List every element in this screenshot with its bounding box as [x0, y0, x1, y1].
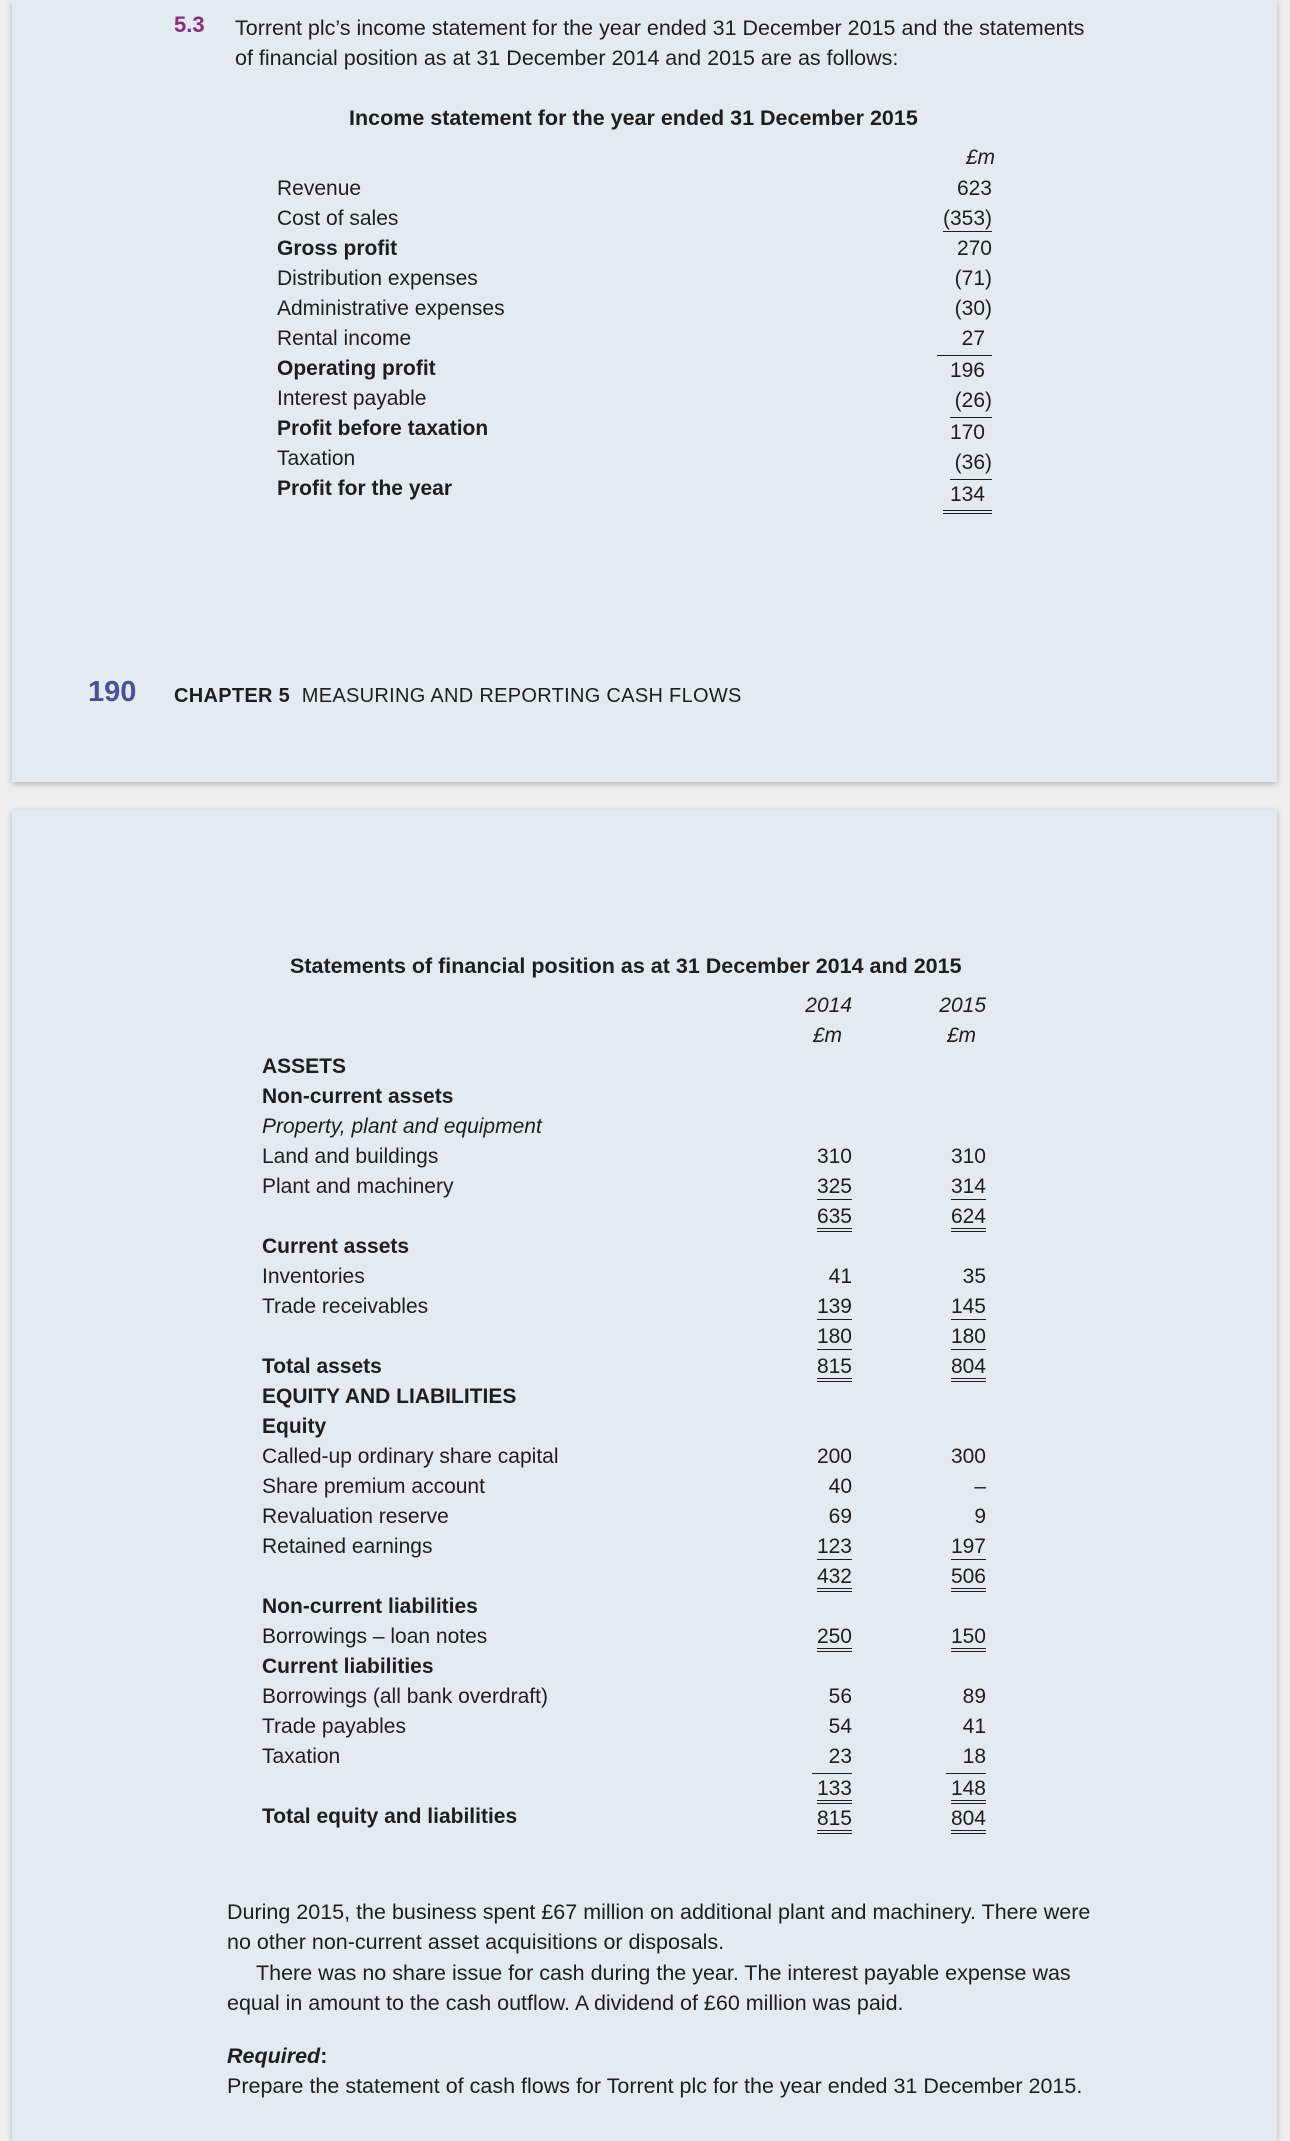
required-colon: :: [320, 2044, 328, 2068]
col-unit-2015: £m: [946, 1024, 976, 1047]
is-value-gross-profit: 270: [956, 237, 992, 260]
fp-2014-cl-total: 133: [817, 1777, 852, 1804]
is-value-profit-year: 134: [943, 480, 992, 514]
fp-label-plant: Plant and machinery: [262, 1175, 454, 1198]
is-label-admin: Administrative expenses: [277, 297, 505, 320]
required-text: Prepare the statement of cash flows for Torrent plc for the year ended 31 December 2015.: [227, 2074, 1083, 2098]
fp-2014-land: 310: [816, 1145, 852, 1168]
fp-label-overdraft: Borrowings (all bank overdraft): [262, 1685, 548, 1708]
page-bottom: [12, 810, 1277, 2141]
fp-2014-trade-payables: 54: [828, 1715, 852, 1738]
fp-2015-ca-total: 180: [950, 1325, 986, 1348]
fp-2014-ca-total: 180: [816, 1325, 852, 1348]
fp-2014-loan-notes: 250: [817, 1625, 852, 1652]
fp-label-ppe: Property, plant and equipment: [262, 1115, 542, 1138]
is-label-gross-profit: Gross profit: [277, 237, 398, 260]
fp-col-2014: [788, 1052, 852, 1834]
financial-position-title: Statements of financial position as at 31 December 2014 and 2015: [290, 954, 962, 978]
fp-label-loan-notes: Borrowings – loan notes: [262, 1625, 488, 1648]
fp-2015-loan-notes: 150: [951, 1625, 986, 1652]
fp-label-trade-receivables: Trade receivables: [262, 1295, 429, 1318]
page-number: 190: [88, 676, 137, 708]
notes-para1-line2: no other non-current asset acquisitions or disposals.: [227, 1930, 725, 1954]
is-label-operating-profit: Operating profit: [277, 357, 436, 380]
is-label-taxation: Taxation: [277, 447, 356, 470]
fp-2014-share-premium: 40: [828, 1475, 852, 1498]
fp-label-equity: Equity: [262, 1415, 327, 1438]
is-label-rental: Rental income: [277, 327, 412, 350]
is-value-revenue: 623: [956, 177, 992, 200]
fp-label-current-assets: Current assets: [262, 1235, 410, 1258]
fp-2014-total-assets: 815: [817, 1355, 852, 1382]
fp-label-blank-1: [262, 1202, 559, 1232]
fp-2015-revaluation: 9: [974, 1505, 986, 1528]
is-label-profit-year: Profit for the year: [277, 477, 453, 500]
fp-2015-retained: 197: [950, 1535, 986, 1558]
fp-label-blank-3: [262, 1562, 559, 1592]
fp-2015-taxation: 18: [946, 1742, 986, 1774]
fp-2015-total-assets: 804: [951, 1355, 986, 1382]
col-unit-2014: £m: [812, 1024, 842, 1047]
fp-label-revaluation: Revaluation reserve: [262, 1505, 449, 1528]
fp-label-equity-liabilities: EQUITY AND LIABILITIES: [262, 1385, 517, 1408]
fp-2015-receivables: 145: [950, 1295, 986, 1318]
is-value-distribution: (71): [954, 267, 992, 290]
is-label-cost-of-sales: Cost of sales: [277, 207, 399, 230]
fp-label-non-current-assets: Non-current assets: [262, 1085, 454, 1108]
fp-2014-plant: 325: [816, 1175, 852, 1198]
fp-2015-share-capital: 300: [950, 1445, 986, 1468]
fp-label-share-capital: Called-up ordinary share capital: [262, 1445, 559, 1468]
fp-2015-nca-total: 624: [951, 1205, 986, 1232]
fp-2015-plant: 314: [950, 1175, 986, 1198]
is-value-pbt: 170: [949, 421, 985, 444]
fp-label-land: Land and buildings: [262, 1145, 439, 1168]
notes-para2-line1: There was no share issue for cash during the year. The interest payable expense was: [256, 1961, 1071, 1985]
is-value-cost-of-sales: (353): [942, 207, 992, 230]
fp-2014-overdraft: 56: [828, 1685, 852, 1708]
income-statement-title: Income statement for the year ended 31 December 2015: [349, 106, 918, 130]
fp-2014-equity-total: 432: [817, 1565, 852, 1592]
col-year-2014: 2014: [805, 994, 852, 1017]
fp-label-taxation: Taxation: [262, 1745, 341, 1768]
page-top: [12, 0, 1277, 782]
is-value-operating-profit: 196: [949, 359, 985, 382]
fp-labels: [262, 1052, 559, 1832]
required-label: Required: [227, 2044, 321, 2068]
fp-2014-share-capital: 200: [816, 1445, 852, 1468]
is-label-pbt: Profit before taxation: [277, 417, 489, 440]
chapter-heading: [174, 685, 742, 708]
fp-2014-inventories: 41: [828, 1265, 852, 1288]
income-statement-unit: £m: [965, 146, 995, 169]
fp-2014-revaluation: 69: [828, 1505, 852, 1528]
fp-2014-retained: 123: [816, 1535, 852, 1558]
is-value-taxation: (36): [950, 448, 992, 480]
fp-label-blank-2: [262, 1322, 559, 1352]
fp-2015-total-el: 804: [951, 1807, 986, 1834]
exercise-number: 5.3: [174, 12, 205, 37]
is-label-interest: Interest payable: [277, 387, 427, 410]
fp-label-current-liabilities: Current liabilities: [262, 1655, 434, 1678]
fp-2015-land: 310: [950, 1145, 986, 1168]
chapter-label: CHAPTER 5: [174, 685, 291, 707]
required-heading: [227, 2041, 327, 2072]
is-value-admin: (30): [954, 297, 992, 320]
fp-2014-nca-total: 635: [817, 1205, 852, 1232]
notes-para1-line1: During 2015, the business spent £67 million on additional plant and machinery. There were: [227, 1900, 1091, 1924]
fp-2015-equity-total: 506: [951, 1565, 986, 1592]
is-label-distribution: Distribution expenses: [277, 267, 478, 290]
fp-2015-trade-payables: 41: [962, 1715, 986, 1738]
fp-2014-receivables: 139: [816, 1295, 852, 1318]
fp-2014-taxation: 23: [812, 1742, 852, 1774]
chapter-title: MEASURING AND REPORTING CASH FLOWS: [301, 685, 742, 707]
fp-2014-total-el: 815: [817, 1807, 852, 1834]
fp-label-retained: Retained earnings: [262, 1535, 433, 1558]
fp-label-inventories: Inventories: [262, 1265, 365, 1288]
fp-2015-share-premium: –: [974, 1475, 986, 1498]
fp-label-total-assets: Total assets: [262, 1355, 382, 1378]
fp-label-blank-4: [262, 1772, 559, 1802]
exercise-intro-line1: Torrent plc’s income statement for the year ended 31 December 2015 and the statements: [235, 16, 1085, 40]
fp-label-share-premium: Share premium account: [262, 1475, 485, 1498]
is-value-interest: (26): [950, 386, 992, 418]
fp-2015-cl-total: 148: [951, 1777, 986, 1804]
fp-label-total-equity-liabilities: Total equity and liabilities: [262, 1805, 518, 1828]
notes-para2-line2: equal in amount to the cash outflow. A dividend of £60 million was paid.: [227, 1991, 904, 2015]
fp-2015-overdraft: 89: [962, 1685, 986, 1708]
fp-label-trade-payables: Trade payables: [262, 1715, 406, 1738]
fp-col-2015: [922, 1052, 986, 1834]
fp-label-assets: ASSETS: [262, 1055, 347, 1078]
is-label-revenue: Revenue: [277, 177, 362, 200]
fp-label-non-current-liabilities: Non-current liabilities: [262, 1595, 478, 1618]
is-value-rental: 27: [937, 324, 992, 356]
fp-2015-inventories: 35: [962, 1265, 986, 1288]
exercise-intro-line2: of financial position as at 31 December 2014 and 2015 are as follows:: [235, 46, 899, 70]
col-year-2015: 2015: [939, 994, 986, 1017]
